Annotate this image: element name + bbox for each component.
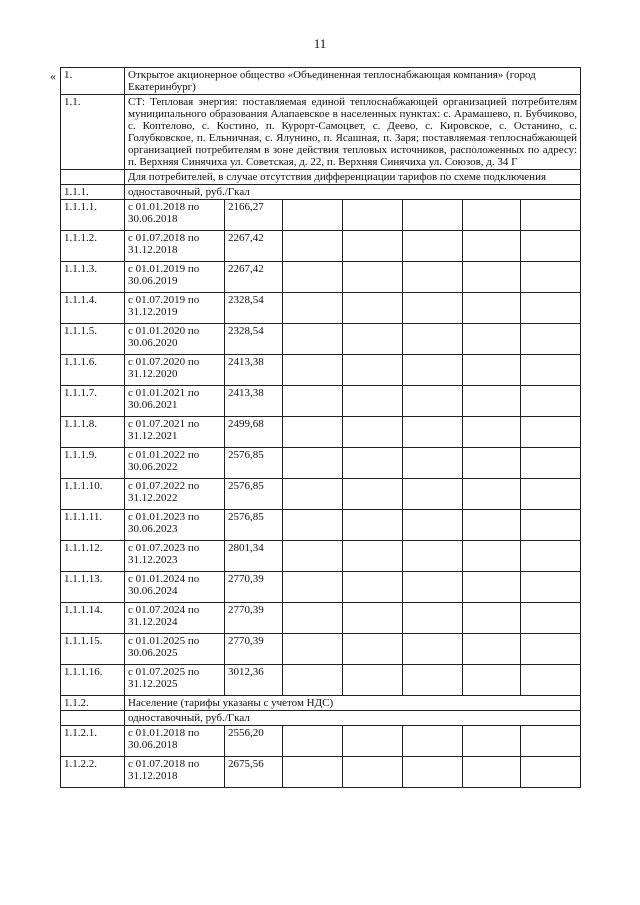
empty-cell: [521, 665, 581, 696]
empty-cell: [463, 386, 521, 417]
empty-cell: [343, 448, 403, 479]
empty-cell: [463, 293, 521, 324]
empty-cell: [403, 324, 463, 355]
empty-cell: [463, 324, 521, 355]
tariff-row: [61, 479, 581, 510]
empty-cell: [403, 355, 463, 386]
empty-cell: [283, 386, 343, 417]
empty-cell: [343, 541, 403, 572]
section-description: СТ: Тепловая энергия: поставляемая единой теплоснабжающей организацией потребителям муниципального образования Алапаевское в населенных пунктах: с. Арамашево, п. Бубчиково, с. Коптелово, с. Костино, п. Курорт-Самоцвет, с. Деево, с. Кировское, с. Останино, с. Голубковское, п. Ельничная, с. Ялунино, п. Ясашная, п. Заря; поставляемая теплоснабжающей организацией потребителям в зоне действия тепловых источников, расположенных по адресу: п. Верхняя Синячиха ул. Советская, д. 22, п. Верхняя Синячиха ул. Союзов, д. 34 Г: [125, 95, 581, 170]
empty-cell: [521, 448, 581, 479]
tariff-row: [61, 572, 581, 603]
empty-cell: [283, 634, 343, 665]
empty-cell: [463, 726, 521, 757]
row-value: 3012,36: [225, 665, 283, 696]
empty-cell: [521, 572, 581, 603]
empty-cell: [283, 293, 343, 324]
tariff-row: [61, 386, 581, 417]
empty-cell: [403, 231, 463, 262]
row-value: 2770,39: [225, 603, 283, 634]
empty-cell: [521, 479, 581, 510]
empty-cell: [463, 231, 521, 262]
empty-cell: [283, 665, 343, 696]
row-value: 2328,54: [225, 324, 283, 355]
empty-cell: [283, 479, 343, 510]
empty-cell: [343, 479, 403, 510]
row-value: 2801,34: [225, 541, 283, 572]
empty-cell: [521, 324, 581, 355]
group2-label: Население (тарифы указаны с учетом НДС): [125, 696, 581, 711]
empty-cell: [521, 200, 581, 231]
row-code: 1.1.1.9.: [61, 448, 125, 479]
org-row: [61, 68, 581, 95]
tariff-row: [61, 324, 581, 355]
row-code: 1.1.1.10.: [61, 479, 125, 510]
empty-cell: [283, 200, 343, 231]
empty-cell: [521, 757, 581, 788]
group-header-row: [61, 185, 581, 200]
tariff-row: [61, 293, 581, 324]
row-period: с 01.07.2020 по 31.12.2020: [125, 355, 225, 386]
empty-cell: [403, 665, 463, 696]
empty-cell: [403, 417, 463, 448]
empty-cell: [283, 726, 343, 757]
empty-cell: [521, 541, 581, 572]
empty-cell: [283, 572, 343, 603]
row-value: 2499,68: [225, 417, 283, 448]
tariff-row: [61, 541, 581, 572]
empty-cell: [343, 417, 403, 448]
empty-cell: [463, 510, 521, 541]
empty-cell: [463, 262, 521, 293]
empty-cell: [463, 417, 521, 448]
row-code: 1.1.1.3.: [61, 262, 125, 293]
row-code: 1.1.1.1.: [61, 200, 125, 231]
opening-quote-mark: «: [50, 69, 56, 83]
row-code: 1.1.2.2.: [61, 757, 125, 788]
empty-cell: [521, 417, 581, 448]
empty-cell: [463, 541, 521, 572]
empty-cell: [343, 200, 403, 231]
section-note: Для потребителей, в случае отсутствия дифференциации тарифов по схеме подключения: [125, 170, 581, 185]
row-period: с 01.01.2019 по 30.06.2019: [125, 262, 225, 293]
row-period: с 01.01.2018 по 30.06.2018: [125, 200, 225, 231]
empty-cell: [521, 603, 581, 634]
row-value: 2166,27: [225, 200, 283, 231]
tariff-table: [60, 67, 581, 788]
empty-cell: [521, 726, 581, 757]
empty-cell: [283, 541, 343, 572]
empty-cell: [403, 634, 463, 665]
row-code: 1.1.1.6.: [61, 355, 125, 386]
tariff-row: [61, 262, 581, 293]
row-code: 1.1.1.15.: [61, 634, 125, 665]
row-value: 2413,38: [225, 355, 283, 386]
row-period: с 01.07.2018 по 31.12.2018: [125, 757, 225, 788]
empty-cell: [343, 634, 403, 665]
row-code: 1.1.1.2.: [61, 231, 125, 262]
empty-cell: [403, 262, 463, 293]
row-code: 1.1.1.11.: [61, 510, 125, 541]
tariff-row: [61, 665, 581, 696]
empty-cell: [521, 293, 581, 324]
empty-cell: [283, 757, 343, 788]
empty-cell: [521, 231, 581, 262]
org-name: Открытое акционерное общество «Объединенная теплоснабжающая компания» (город Екатеринбург): [125, 68, 581, 95]
empty-cell: [403, 479, 463, 510]
empty-cell: [283, 355, 343, 386]
empty-cell: [521, 634, 581, 665]
group1-code: 1.1.1.: [61, 185, 125, 200]
row-value: 2675,56: [225, 757, 283, 788]
row-period: с 01.07.2021 по 31.12.2021: [125, 417, 225, 448]
empty-cell: [403, 510, 463, 541]
row-value: 2267,42: [225, 231, 283, 262]
empty-cell: [463, 665, 521, 696]
empty-cell: [343, 572, 403, 603]
tariff-row: [61, 200, 581, 231]
empty-cell: [463, 603, 521, 634]
row-code: 1.1.1.12.: [61, 541, 125, 572]
empty-cell: [343, 510, 403, 541]
tariff-row: [61, 510, 581, 541]
empty-cell: [343, 386, 403, 417]
group2-code: 1.1.2.: [61, 696, 125, 711]
row-value: 2413,38: [225, 386, 283, 417]
empty-cell: [343, 262, 403, 293]
empty-cell: [343, 603, 403, 634]
row-value: 2576,85: [225, 479, 283, 510]
row-code: 1.1.2.1.: [61, 726, 125, 757]
tariff-row: [61, 355, 581, 386]
section-code: 1.1.: [61, 95, 125, 170]
empty-cell: [343, 231, 403, 262]
row-value: 2770,39: [225, 572, 283, 603]
row-period: с 01.07.2019 по 31.12.2019: [125, 293, 225, 324]
empty-cell: [463, 355, 521, 386]
empty-cell: [283, 510, 343, 541]
empty-cell: [343, 757, 403, 788]
empty-cell: [343, 355, 403, 386]
empty-cell: [343, 324, 403, 355]
empty-cell: [403, 726, 463, 757]
row-value: 2770,39: [225, 634, 283, 665]
empty-cell: [463, 479, 521, 510]
tariff-row: [61, 603, 581, 634]
empty-cell: [343, 293, 403, 324]
row-code: 1.1.1.13.: [61, 572, 125, 603]
row-period: с 01.01.2025 по 30.06.2025: [125, 634, 225, 665]
group1-label: одноставочный, руб./Гкал: [125, 185, 581, 200]
empty-cell: [283, 448, 343, 479]
empty-cell: [463, 572, 521, 603]
group2-sublabel: одноставочный, руб./Гкал: [125, 711, 581, 726]
empty-cell: [463, 448, 521, 479]
row-code: 1.1.1.5.: [61, 324, 125, 355]
tariff-row: [61, 726, 581, 757]
empty-cell: [521, 262, 581, 293]
row-period: с 01.07.2018 по 31.12.2018: [125, 231, 225, 262]
empty-cell: [521, 355, 581, 386]
org-code: 1.: [61, 68, 125, 95]
row-period: с 01.07.2023 по 31.12.2023: [125, 541, 225, 572]
row-code: 1.1.1.16.: [61, 665, 125, 696]
empty-cell: [283, 324, 343, 355]
row-period: с 01.07.2025 по 31.12.2025: [125, 665, 225, 696]
row-period: с 01.01.2020 по 30.06.2020: [125, 324, 225, 355]
row-period: с 01.07.2024 по 31.12.2024: [125, 603, 225, 634]
empty-cell: [61, 711, 125, 726]
tariff-row: [61, 448, 581, 479]
empty-cell: [283, 262, 343, 293]
empty-cell: [403, 448, 463, 479]
tariff-row: [61, 634, 581, 665]
empty-cell: [283, 231, 343, 262]
empty-cell: [403, 757, 463, 788]
empty-cell: [403, 541, 463, 572]
empty-cell: [283, 603, 343, 634]
empty-cell: [343, 726, 403, 757]
tariff-table-body: [61, 68, 581, 788]
empty-cell: [521, 386, 581, 417]
row-period: с 01.01.2021 по 30.06.2021: [125, 386, 225, 417]
group-subheader-row: [61, 711, 581, 726]
empty-cell: [403, 293, 463, 324]
row-value: 2328,54: [225, 293, 283, 324]
group-header-row: [61, 696, 581, 711]
row-value: 2576,85: [225, 510, 283, 541]
empty-cell: [343, 665, 403, 696]
empty-cell: [403, 572, 463, 603]
row-period: с 01.01.2023 по 30.06.2023: [125, 510, 225, 541]
row-period: с 01.07.2022 по 31.12.2022: [125, 479, 225, 510]
empty-cell: [463, 634, 521, 665]
row-period: с 01.01.2022 по 30.06.2022: [125, 448, 225, 479]
row-period: с 01.01.2024 по 30.06.2024: [125, 572, 225, 603]
empty-cell: [283, 417, 343, 448]
tariff-row: [61, 231, 581, 262]
row-period: с 01.01.2018 по 30.06.2018: [125, 726, 225, 757]
empty-cell: [403, 200, 463, 231]
row-code: 1.1.1.7.: [61, 386, 125, 417]
tariff-row: [61, 417, 581, 448]
empty-cell: [403, 386, 463, 417]
empty-cell: [521, 510, 581, 541]
empty-cell: [61, 170, 125, 185]
tariff-row: [61, 757, 581, 788]
row-value: 2267,42: [225, 262, 283, 293]
row-value: 2556,20: [225, 726, 283, 757]
section-note-row: [61, 170, 581, 185]
empty-cell: [403, 603, 463, 634]
row-value: 2576,85: [225, 448, 283, 479]
empty-cell: [463, 757, 521, 788]
row-code: 1.1.1.14.: [61, 603, 125, 634]
page-number: 11: [313, 36, 327, 51]
row-code: 1.1.1.4.: [61, 293, 125, 324]
row-code: 1.1.1.8.: [61, 417, 125, 448]
section-row: [61, 95, 581, 170]
empty-cell: [463, 200, 521, 231]
